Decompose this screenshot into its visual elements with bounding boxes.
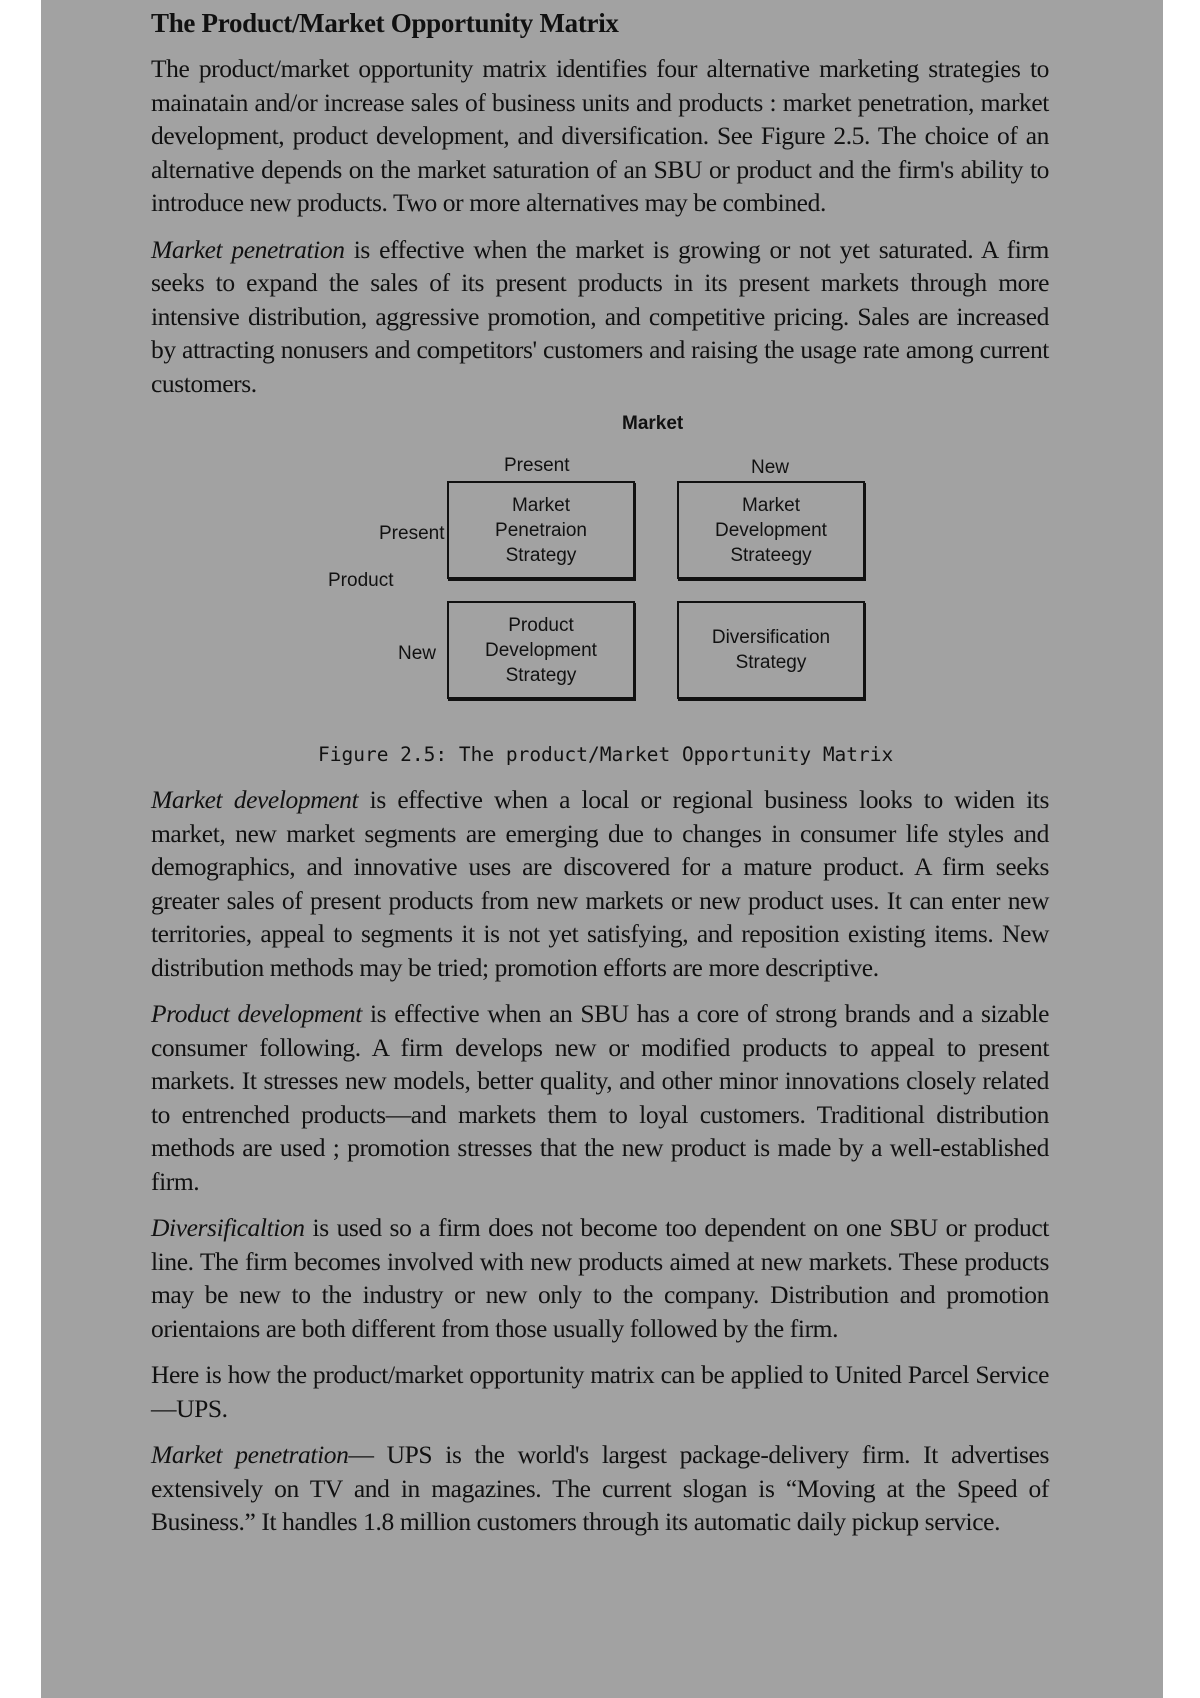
ups-penetration-term: Market penetration (151, 1440, 349, 1469)
matrix-row-present-label: Present (379, 523, 445, 544)
matrix-row-new-label: New (398, 643, 437, 664)
diversification-paragraph (151, 1211, 1049, 1345)
cell-line: Market (511, 494, 571, 516)
cell-line: Strateegy (730, 544, 812, 566)
figure-caption: Figure 2.5: The product/Market Opportunity Matrix (318, 743, 894, 766)
product-development-paragraph (151, 997, 1049, 1198)
cell-line: Development (715, 519, 827, 541)
market-development-text: is effective when a local or regional business looks to widen its market, new market segments are emerging due to changes in consumer life styles and demographics, and innovative uses are discovered for a mature product. A firm seeks greater sales of present products from new markets or new product uses. It can enter new territories, appeal to segments it is not yet satisfying, and reposition existing items. New distribution methods may be tried; promotion efforts are more descriptive. (151, 785, 1049, 982)
opportunity-matrix-figure (151, 413, 1049, 783)
market-penetration-term: Market penetration (151, 234, 345, 264)
cell-line: Strategy (505, 664, 577, 686)
diversification-term: Diversificaltion (151, 1213, 305, 1242)
market-development-paragraph (151, 783, 1049, 984)
cell-line: Diversification (711, 627, 831, 648)
matrix-row-product-label: Product (328, 570, 394, 591)
intro-paragraph: The product/market opportunity matrix identifies four alternative marketing strategies to mainatain and/or increase sales of business units and products : market penetration, market development, product development, and diversification. See Figure 2.5. The choice of an alternative depends on the market saturation of an SBU or product and the firm's ability to introduce new products. Two or more alternatives may be combined. (151, 54, 1049, 217)
market-development-term: Market development (151, 785, 359, 814)
page-title: The Product/Market Opportunity Matrix (151, 8, 619, 38)
matrix-cell-product-development (447, 601, 635, 699)
product-development-term: Product development (151, 999, 362, 1028)
ups-penetration-text: — UPS is the world's largest package-delivery firm. It advertises extensively on TV and in magazines. The current slogan is “Moving at the Speed of Business.” It handles 1.8 million customers through its automatic daily pickup service. (151, 1440, 1049, 1536)
cell-line: Strategy (505, 544, 577, 566)
market-penetration-paragraph (151, 233, 1049, 401)
cell-line: Market (741, 494, 801, 516)
cell-line: Product (508, 614, 574, 636)
document-page (41, 0, 1163, 1698)
cell-line: Development (485, 639, 597, 661)
document-content (151, 0, 1049, 1552)
diversification-text: is used so a firm does not become too dependent on one SBU or product line. The firm becomes involved with new products aimed at new markets. These products may be new to the industry or new only to the company. Distribution and promotion orientaions are both different from those usually followed by the firm. (151, 1213, 1049, 1343)
ups-penetration-paragraph (151, 1438, 1049, 1539)
matrix-cell-diversification (677, 601, 865, 699)
matrix-cell-market-development (677, 481, 865, 579)
matrix-col-new-label: New (751, 457, 790, 478)
matrix-col-present-label: Present (504, 455, 570, 476)
cell-line: Penetraion (495, 519, 587, 541)
product-development-text: is effective when an SBU has a core of strong brands and a sizable consumer following. A firm develops new or modified products to appeal to present markets. It stresses new models, better quality, and other minor innovations closely related to entrenched products—and markets them to loyal customers. Traditional distribution methods are used ; promotion stresses that the new product is made by a well-established firm. (151, 999, 1049, 1196)
matrix-cell-market-penetration (447, 481, 635, 579)
ups-intro-paragraph: Here is how the product/market opportunity matrix can be applied to United Parcel Service—UPS. (151, 1360, 1049, 1423)
cell-line: Strategy (735, 652, 807, 673)
matrix-market-label: Market (622, 413, 684, 434)
market-penetration-text: is effective when the market is growing or not yet saturated. A firm seeks to expand the sales of its present products in its present markets through more intensive distribution, aggressive promotion, and competitive pricing. Sales are increased by attracting nonusers and competitors' customers and raising the usage rate among current customers. (151, 234, 1049, 398)
